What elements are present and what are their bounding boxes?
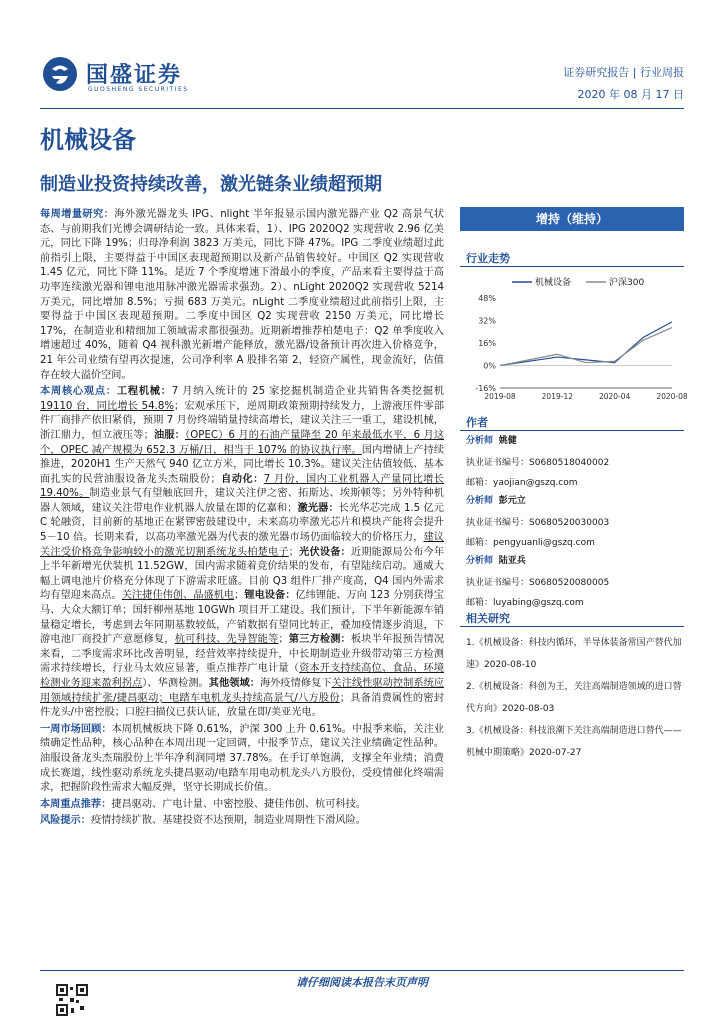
sector-title: 机械设备 (40, 126, 136, 154)
guosheng-logo-icon (42, 56, 78, 92)
related-divider (460, 626, 684, 627)
x-tick-label: 2020-04 (598, 392, 631, 401)
analyst-1: 分析师 姚健 执业证书编号：S0680518040002 邮箱：yaojian@gszq.com (466, 436, 610, 488)
logo-name: 国盛证券 (86, 63, 183, 88)
analyst-list (466, 434, 684, 610)
trend-chart (460, 270, 688, 410)
x-tick-label: 2020-08 (656, 392, 688, 401)
rating-badge: 增持（维持） (460, 207, 684, 231)
related-item[interactable]: 3.《机械设备：科技浪潮下关注高端制造进口替代——机械中期策略》2020-07-27 (466, 726, 682, 758)
legend-index-label: 沪深300 (609, 278, 645, 288)
weekly-research: 每周增量研究：海外激光器龙头 IPG、nlight 半年报显示国内激光器产业 Q2 高景气状态、与前期我们光博会调研结论一致。具体来看，1）、IPG 2020Q2 实现营收 2.96 亿美元，同比下降 19%；归母净利润 3823 万美元，同比下降 47%。IPG 二季度业绩超过此前指引上限，主要得益于中国区表现超预期以及新产品销售较好。中国区 Q2 实现营收 1.45 亿元，同比下降 11%。是近 7 个季度增速下滑最小的季度，产品来看主要得益于高功率连续激光器和锂电池用脉冲激光器需求强劲。2）、nLight 2020Q2 实现营收 5214 万美元，同比增加 8.5%；亏损 683 万美元。nLight 二季度业绩超过此前指引上限，主要得益于中国区表现超预期。二季度中国区 Q2 实现营收 2150 万美元，同比增长 17%，在制造业和精细加工领域需求都很强劲。近期新增推荐柏楚电子：Q2 单季度收入增速超过 40%，随着 Q4 视科激光新增产能释放，激光器/设备预计再次进入价格竞争，21 年公司业绩有望再次提速，公司净利率 A 股排名第 2，轻资产属性，现金流好，估值存在较大溢价空间。 (40, 209, 445, 381)
related-list (466, 632, 684, 764)
logo-subtitle: GUOSHENG SECURITIES (88, 86, 189, 93)
footer-disclaimer: 请仔细阅读本报告末页声明 (296, 976, 428, 989)
header-divider (40, 108, 684, 109)
analyst-email-link[interactable]: pengyuanli@gszq.com (493, 538, 595, 548)
y-tick-label: 16% (478, 339, 496, 348)
qr-code-icon (56, 984, 88, 1016)
analyst-2: 分析师 彭元立 执业证书编号：S0680520030003 邮箱：pengyuanli@gszq.com (466, 496, 610, 548)
report-type: 证券研究报告 | 行业周报 (563, 66, 684, 79)
footer-divider (40, 970, 684, 971)
trend-title: 行业走势 (466, 252, 510, 265)
report-date: 2020 年 08 月 17 日 (577, 88, 684, 101)
analyst-3: 分析师 陆亚兵 执业证书编号：S0680520080005 邮箱：luyabing@gszq.com (466, 556, 610, 608)
y-tick-label: 32% (478, 316, 496, 326)
focus-picks: 本周重点推荐：捷昌驱动、广电计量、中密控股、捷佳伟创、杭可科技。 (40, 798, 366, 810)
related-item[interactable]: 1.《机械设备：科技内循环，半导体装备常国产替代加速》2020-08-10 (466, 638, 682, 670)
y-tick-label: 0% (483, 361, 496, 371)
analyst-email-link[interactable]: yaojian@gszq.com (493, 478, 578, 488)
author-title: 作者 (466, 416, 488, 429)
related-title: 相关研究 (466, 612, 510, 625)
x-tick-label: 2019-12 (541, 392, 574, 401)
main-body (40, 208, 444, 831)
x-tick-label: 2019-08 (484, 392, 516, 401)
legend-sector-label: 机械设备 (535, 278, 572, 288)
related-item[interactable]: 2.《机械设备：科创为王，关注高端制造领域的进口替代方向》2020-08-03 (466, 682, 682, 714)
report-headline: 制造业投资持续改善，激光链条业绩超预期 (40, 174, 382, 195)
y-tick-label: -16% (475, 384, 496, 393)
analyst-email-link[interactable]: luyabing@gszq.com (493, 598, 584, 608)
author-divider (460, 430, 684, 431)
series-line-sector (500, 322, 672, 366)
core-views: 本周核心观点：工程机械：7 月纳入统计的 25 家挖掘机制造企业共销售各类挖掘机19110 台，同比增长 54.8%；宏观承压下，逆周期政策预期持续发力，上游液压件零部件厂商排产依旧紧俏，预期 7 月份终端销量持续高增长，建议关注三一重工，建设机械，浙江鼎力，恒立液压等；油服：（OPEC）6 月的石油产量降至 20 年来最低水平，6 月这个，OPEC 减产规模为 652.3 万桶/日，相当于 107% 的协议执行率。国内增储上产持续推进，2020H1 生产天然气 940 亿立方米，同比增长 10.3%。建议关注估值较低、基本面扎实的民营油服设备龙头杰瑞股份；自动化：7 月份，国内工业机器人产量同比增长 19.40%。制造业景气有望触底回升，建议关注伊之密、拓斯达、埃斯顿等；另外特种机器人领域，建议关注带电作业机器人放量在即的亿嘉和；激光器：长光华芯完成 1.5 亿元 C 轮融资，目前新的基地正在紧锣密鼓建设中，未来高功率激光芯片和模块产能将会提升 5－10 倍。长期来看，以高功率激光器为代表的激光器市场仍面临较大的价格压力，建议关注受价格竞争影响较小的激光切割系统龙头柏楚电子；光伏设备：近期能源局公布今年上半年新增光伏装机 11.52GW，国内需求随着竞价结果的发布，有望陆续启动。通威大幅上调电池片价格充分体现了下游需求旺盛。目前 Q3 组件厂排产度高，Q4 国内外需求均有望迎来高点。关注捷佳伟创、晶盛机电；锂电设备：亿纬锂能、万向 123 分别获得宝马、大众大额订单；国轩柳州基地 10GWh 项目开工建设。我们预计，下半年新能源车销量稳定增长，考虑到去年同期基数较低，产销数据有望同比转正，叠加疫情逐步消退，下游电池厂商投扩产意愿修复，杭可科技、先导智能等；第三方检测：板块半年报预告情况来看，二季度需求环比改善明显，经营效率持续提升，中长期制造业升级带动第三方检测需求持续增长，行业马太效应显著，重点推荐广电计量（资本开支持续高位、食品、环境检测业务迎来盈利拐点）、华测检测。其他领域：海外疫情修复下关注线性驱动控制系统应用领域持续扩张/捷昌驱动；电踏车电机龙头持续高景气/八方股份；具备消费属性的密封件龙头/中密控股；口腔扫描仪已获认证，放量在即/美亚光电。 (40, 386, 445, 719)
risk-warning: 风险提示：疫情持续扩散、基建投资不达预期，制造业周期性下滑风险。 (40, 815, 366, 827)
y-tick-label: 48% (478, 294, 496, 303)
trend-divider (460, 266, 684, 267)
market-review: 一周市场回顾：本周机械板块下降 0.61%，沪深 300 上升 0.61%。中报季来临，关注业绩确定性品种，核心品种在本周出现一定回调，中报季节点，建议关注业绩确定性品种。油服设备龙头杰瑞股份上半年净利润同增 37.78%。在手订单饱满，支撑全年业绩；消费成长赛道，线性驱动系统龙头捷昌驱动/电踏车用电动机龙头八方股份，受疫情催化终端需求，把握阶段性需求大幅反弹，坚守长期成长价值。 (40, 723, 444, 794)
